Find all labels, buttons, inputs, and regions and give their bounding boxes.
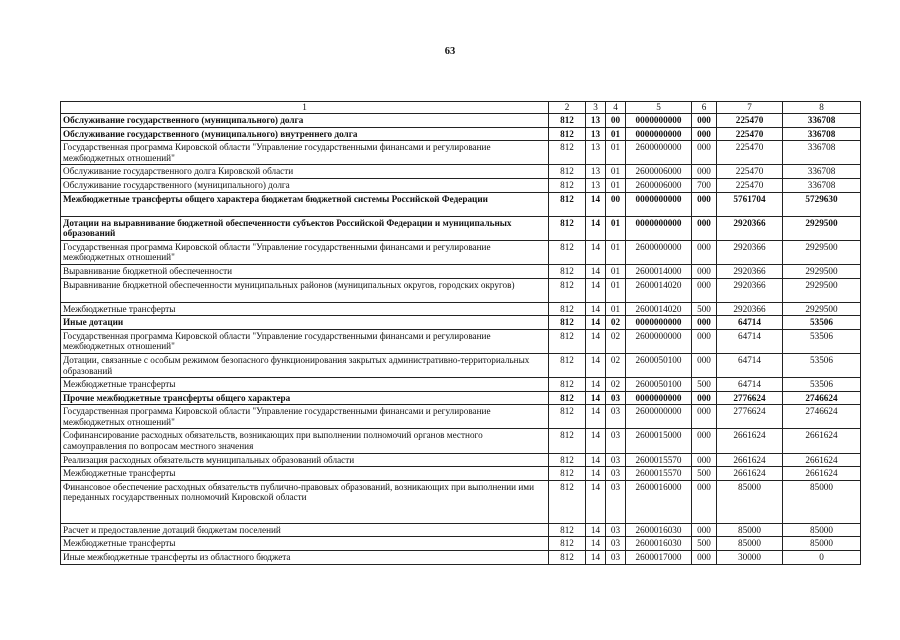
cell-target-article: 2600015570 xyxy=(626,453,692,467)
cell-name: Государственная программа Кировской области "Управление государственными финансами и регулирование межбюджетных отношений" xyxy=(61,240,549,264)
cell-subsection: 01 xyxy=(606,216,626,240)
cell-amount-year2: 2929500 xyxy=(783,264,861,278)
cell-subsection: 03 xyxy=(606,453,626,467)
cell-amount-year2: 2746624 xyxy=(783,391,861,405)
cell-ministry-code: 812 xyxy=(549,264,586,278)
page-number: 63 xyxy=(444,46,456,57)
cell-expense-type: 000 xyxy=(692,405,717,429)
cell-amount-year2: 336708 xyxy=(783,165,861,179)
cell-expense-type: 000 xyxy=(692,453,717,467)
cell-target-article: 2600050100 xyxy=(626,378,692,392)
cell-section: 14 xyxy=(586,329,606,353)
table-row xyxy=(61,537,861,551)
cell-amount-year2: 2661624 xyxy=(783,429,861,453)
cell-target-article: 2600050100 xyxy=(626,353,692,377)
cell-ministry-code: 812 xyxy=(549,178,586,192)
cell-amount-year2: 85000 xyxy=(783,480,861,523)
header-cell-4: 4 xyxy=(606,102,626,114)
cell-target-article: 2600017000 xyxy=(626,551,692,565)
table-row xyxy=(61,429,861,453)
cell-name: Дотации на выравнивание бюджетной обеспеченности субъектов Российской Федерации и муниципальных образований xyxy=(61,216,549,240)
cell-ministry-code: 812 xyxy=(549,165,586,179)
table-body xyxy=(61,114,861,565)
cell-ministry-code: 812 xyxy=(549,316,586,330)
cell-amount-year2: 5729630 xyxy=(783,192,861,216)
cell-expense-type: 500 xyxy=(692,302,717,316)
cell-ministry-code: 812 xyxy=(549,216,586,240)
cell-amount-year1: 225470 xyxy=(717,141,783,165)
cell-section: 14 xyxy=(586,405,606,429)
table-row xyxy=(61,316,861,330)
cell-target-article: 2600000000 xyxy=(626,141,692,165)
cell-ministry-code: 812 xyxy=(549,378,586,392)
cell-target-article: 0000000000 xyxy=(626,391,692,405)
cell-ministry-code: 812 xyxy=(549,329,586,353)
cell-amount-year1: 64714 xyxy=(717,316,783,330)
cell-target-article: 2600014020 xyxy=(626,302,692,316)
cell-expense-type: 000 xyxy=(692,480,717,523)
cell-subsection: 00 xyxy=(606,192,626,216)
cell-amount-year2: 2746624 xyxy=(783,405,861,429)
cell-subsection: 03 xyxy=(606,551,626,565)
cell-ministry-code: 812 xyxy=(549,551,586,565)
cell-amount-year2: 53506 xyxy=(783,316,861,330)
cell-ministry-code: 812 xyxy=(549,537,586,551)
cell-subsection: 03 xyxy=(606,391,626,405)
cell-amount-year1: 5761704 xyxy=(717,192,783,216)
table-row xyxy=(61,114,861,128)
cell-amount-year1: 225470 xyxy=(717,127,783,141)
cell-subsection: 01 xyxy=(606,141,626,165)
cell-amount-year1: 2776624 xyxy=(717,391,783,405)
cell-target-article: 0000000000 xyxy=(626,114,692,128)
cell-section: 14 xyxy=(586,302,606,316)
cell-subsection: 03 xyxy=(606,429,626,453)
cell-target-article: 2600000000 xyxy=(626,405,692,429)
cell-ministry-code: 812 xyxy=(549,429,586,453)
cell-expense-type: 000 xyxy=(692,429,717,453)
cell-expense-type: 000 xyxy=(692,329,717,353)
cell-subsection: 01 xyxy=(606,127,626,141)
cell-ministry-code: 812 xyxy=(549,114,586,128)
cell-subsection: 02 xyxy=(606,353,626,377)
table-row xyxy=(61,264,861,278)
cell-amount-year1: 2661624 xyxy=(717,467,783,481)
table-row xyxy=(61,480,861,523)
table-row xyxy=(61,141,861,165)
header-cell-8: 8 xyxy=(783,102,861,114)
table-header xyxy=(61,102,861,114)
cell-ministry-code: 812 xyxy=(549,453,586,467)
cell-target-article: 2600015570 xyxy=(626,467,692,481)
cell-target-article: 2600016030 xyxy=(626,537,692,551)
cell-target-article: 2600000000 xyxy=(626,240,692,264)
cell-section: 14 xyxy=(586,216,606,240)
cell-amount-year1: 2776624 xyxy=(717,405,783,429)
cell-name: Обслуживание государственного (муниципального) долга xyxy=(61,114,549,128)
cell-ministry-code: 812 xyxy=(549,353,586,377)
cell-target-article: 2600016030 xyxy=(626,523,692,537)
header-cell-1: 1 xyxy=(61,102,549,114)
cell-expense-type: 000 xyxy=(692,278,717,302)
cell-subsection: 03 xyxy=(606,467,626,481)
cell-expense-type: 000 xyxy=(692,551,717,565)
cell-subsection: 01 xyxy=(606,302,626,316)
cell-name: Выравнивание бюджетной обеспеченности xyxy=(61,264,549,278)
cell-section: 14 xyxy=(586,316,606,330)
cell-name: Выравнивание бюджетной обеспеченности муниципальных районов (муниципальных округов, городских округов) xyxy=(61,278,549,302)
table-row xyxy=(61,378,861,392)
cell-target-article: 2600014000 xyxy=(626,264,692,278)
table-row xyxy=(61,278,861,302)
cell-expense-type: 000 xyxy=(692,391,717,405)
cell-amount-year2: 336708 xyxy=(783,127,861,141)
cell-target-article: 0000000000 xyxy=(626,127,692,141)
cell-subsection: 02 xyxy=(606,316,626,330)
cell-amount-year2: 2929500 xyxy=(783,278,861,302)
cell-amount-year1: 2920366 xyxy=(717,302,783,316)
cell-name: Государственная программа Кировской области "Управление государственными финансами и регулирование межбюджетных отношений" xyxy=(61,405,549,429)
cell-amount-year2: 85000 xyxy=(783,523,861,537)
cell-amount-year1: 64714 xyxy=(717,378,783,392)
cell-section: 14 xyxy=(586,391,606,405)
cell-subsection: 02 xyxy=(606,378,626,392)
cell-section: 14 xyxy=(586,551,606,565)
cell-expense-type: 000 xyxy=(692,353,717,377)
cell-target-article: 0000000000 xyxy=(626,192,692,216)
cell-amount-year2: 0 xyxy=(783,551,861,565)
cell-amount-year2: 53506 xyxy=(783,329,861,353)
table-row xyxy=(61,391,861,405)
budget-table xyxy=(60,101,861,565)
cell-expense-type: 000 xyxy=(692,127,717,141)
cell-name: Межбюджетные трансферты xyxy=(61,537,549,551)
cell-expense-type: 700 xyxy=(692,178,717,192)
table-row xyxy=(61,523,861,537)
cell-section: 14 xyxy=(586,453,606,467)
cell-ministry-code: 812 xyxy=(549,141,586,165)
cell-section: 14 xyxy=(586,240,606,264)
table-row xyxy=(61,127,861,141)
cell-ministry-code: 812 xyxy=(549,278,586,302)
cell-amount-year1: 225470 xyxy=(717,165,783,179)
cell-section: 14 xyxy=(586,278,606,302)
cell-amount-year2: 336708 xyxy=(783,178,861,192)
cell-amount-year2: 85000 xyxy=(783,537,861,551)
cell-name: Государственная программа Кировской области "Управление государственными финансами и регулирование межбюджетных отношений" xyxy=(61,141,549,165)
cell-ministry-code: 812 xyxy=(549,391,586,405)
cell-expense-type: 000 xyxy=(692,523,717,537)
cell-section: 13 xyxy=(586,114,606,128)
cell-amount-year2: 2929500 xyxy=(783,216,861,240)
header-cell-2: 2 xyxy=(549,102,586,114)
cell-expense-type: 000 xyxy=(692,264,717,278)
header-cell-3: 3 xyxy=(586,102,606,114)
cell-section: 14 xyxy=(586,537,606,551)
cell-expense-type: 000 xyxy=(692,165,717,179)
table-row xyxy=(61,192,861,216)
cell-amount-year1: 2661624 xyxy=(717,453,783,467)
cell-ministry-code: 812 xyxy=(549,523,586,537)
cell-expense-type: 000 xyxy=(692,114,717,128)
cell-subsection: 01 xyxy=(606,240,626,264)
cell-amount-year1: 225470 xyxy=(717,178,783,192)
cell-expense-type: 500 xyxy=(692,467,717,481)
table-row xyxy=(61,302,861,316)
cell-ministry-code: 812 xyxy=(549,405,586,429)
cell-name: Финансовое обеспечение расходных обязательств публично-правовых образований, возникающих при выполнении ими переданных государственных полномочий Кировской области xyxy=(61,480,549,523)
cell-expense-type: 000 xyxy=(692,316,717,330)
cell-subsection: 00 xyxy=(606,114,626,128)
table-row xyxy=(61,329,861,353)
cell-amount-year2: 336708 xyxy=(783,114,861,128)
header-cell-5: 5 xyxy=(626,102,692,114)
cell-expense-type: 500 xyxy=(692,537,717,551)
cell-amount-year1: 2920366 xyxy=(717,216,783,240)
cell-amount-year2: 2929500 xyxy=(783,240,861,264)
cell-subsection: 03 xyxy=(606,405,626,429)
cell-name: Межбюджетные трансферты xyxy=(61,467,549,481)
cell-amount-year1: 64714 xyxy=(717,353,783,377)
table-row xyxy=(61,551,861,565)
cell-section: 14 xyxy=(586,264,606,278)
cell-name: Софинансирование расходных обязательств, возникающих при выполнении полномочий органов местного самоуправления по вопросам местного значения xyxy=(61,429,549,453)
table-row xyxy=(61,240,861,264)
cell-ministry-code: 812 xyxy=(549,467,586,481)
cell-section: 14 xyxy=(586,192,606,216)
table-row xyxy=(61,216,861,240)
cell-ministry-code: 812 xyxy=(549,480,586,523)
cell-amount-year1: 85000 xyxy=(717,537,783,551)
cell-section: 13 xyxy=(586,165,606,179)
cell-section: 13 xyxy=(586,178,606,192)
cell-amount-year1: 85000 xyxy=(717,523,783,537)
cell-name: Государственная программа Кировской области "Управление государственными финансами и регулирование межбюджетных отношений" xyxy=(61,329,549,353)
cell-section: 14 xyxy=(586,378,606,392)
cell-section: 14 xyxy=(586,480,606,523)
cell-section: 14 xyxy=(586,353,606,377)
cell-amount-year1: 2920366 xyxy=(717,278,783,302)
cell-target-article: 2600006000 xyxy=(626,178,692,192)
cell-name: Реализация расходных обязательств муниципальных образований области xyxy=(61,453,549,467)
cell-name: Прочие межбюджетные трансферты общего характера xyxy=(61,391,549,405)
cell-name: Иные дотации xyxy=(61,316,549,330)
cell-target-article: 2600014020 xyxy=(626,278,692,302)
cell-name: Межбюджетные трансферты xyxy=(61,378,549,392)
cell-amount-year2: 2929500 xyxy=(783,302,861,316)
cell-expense-type: 000 xyxy=(692,192,717,216)
header-cell-6: 6 xyxy=(692,102,717,114)
table-row xyxy=(61,165,861,179)
header-cell-7: 7 xyxy=(717,102,783,114)
cell-name: Дотации, связанные с особым режимом безопасного функционирования закрытых административно-территориальных образований xyxy=(61,353,549,377)
cell-target-article: 0000000000 xyxy=(626,316,692,330)
cell-section: 14 xyxy=(586,523,606,537)
cell-section: 14 xyxy=(586,467,606,481)
cell-section: 14 xyxy=(586,429,606,453)
cell-name: Обслуживание государственного (муниципального) долга xyxy=(61,178,549,192)
cell-amount-year2: 336708 xyxy=(783,141,861,165)
cell-section: 13 xyxy=(586,141,606,165)
cell-name: Обслуживание государственного (муниципального) внутреннего долга xyxy=(61,127,549,141)
cell-amount-year1: 85000 xyxy=(717,480,783,523)
cell-target-article: 2600000000 xyxy=(626,329,692,353)
cell-name: Межбюджетные трансферты общего характера бюджетам бюджетной системы Российской Федерации xyxy=(61,192,549,216)
cell-subsection: 03 xyxy=(606,523,626,537)
cell-amount-year2: 2661624 xyxy=(783,467,861,481)
table-row xyxy=(61,178,861,192)
cell-subsection: 03 xyxy=(606,480,626,523)
cell-expense-type: 000 xyxy=(692,216,717,240)
cell-ministry-code: 812 xyxy=(549,240,586,264)
cell-amount-year1: 2920366 xyxy=(717,264,783,278)
table-row xyxy=(61,467,861,481)
cell-expense-type: 000 xyxy=(692,240,717,264)
cell-ministry-code: 812 xyxy=(549,192,586,216)
cell-name: Расчет и предоставление дотаций бюджетам поселений xyxy=(61,523,549,537)
cell-amount-year1: 2920366 xyxy=(717,240,783,264)
table-row xyxy=(61,405,861,429)
cell-name: Межбюджетные трансферты xyxy=(61,302,549,316)
cell-expense-type: 000 xyxy=(692,141,717,165)
cell-subsection: 01 xyxy=(606,278,626,302)
table-row xyxy=(61,353,861,377)
cell-ministry-code: 812 xyxy=(549,302,586,316)
cell-amount-year1: 30000 xyxy=(717,551,783,565)
cell-amount-year2: 53506 xyxy=(783,378,861,392)
cell-amount-year2: 53506 xyxy=(783,353,861,377)
cell-subsection: 01 xyxy=(606,165,626,179)
cell-ministry-code: 812 xyxy=(549,127,586,141)
cell-subsection: 03 xyxy=(606,537,626,551)
cell-amount-year1: 2661624 xyxy=(717,429,783,453)
cell-name: Иные межбюджетные трансферты из областного бюджета xyxy=(61,551,549,565)
cell-subsection: 01 xyxy=(606,178,626,192)
cell-subsection: 01 xyxy=(606,264,626,278)
cell-section: 13 xyxy=(586,127,606,141)
cell-name: Обслуживание государственного долга Кировской области xyxy=(61,165,549,179)
cell-target-article: 2600016000 xyxy=(626,480,692,523)
cell-target-article: 2600006000 xyxy=(626,165,692,179)
cell-amount-year1: 225470 xyxy=(717,114,783,128)
cell-expense-type: 500 xyxy=(692,378,717,392)
cell-target-article: 0000000000 xyxy=(626,216,692,240)
table-row xyxy=(61,453,861,467)
cell-amount-year2: 2661624 xyxy=(783,453,861,467)
cell-subsection: 02 xyxy=(606,329,626,353)
header-row xyxy=(61,102,861,114)
cell-amount-year1: 64714 xyxy=(717,329,783,353)
cell-target-article: 2600015000 xyxy=(626,429,692,453)
